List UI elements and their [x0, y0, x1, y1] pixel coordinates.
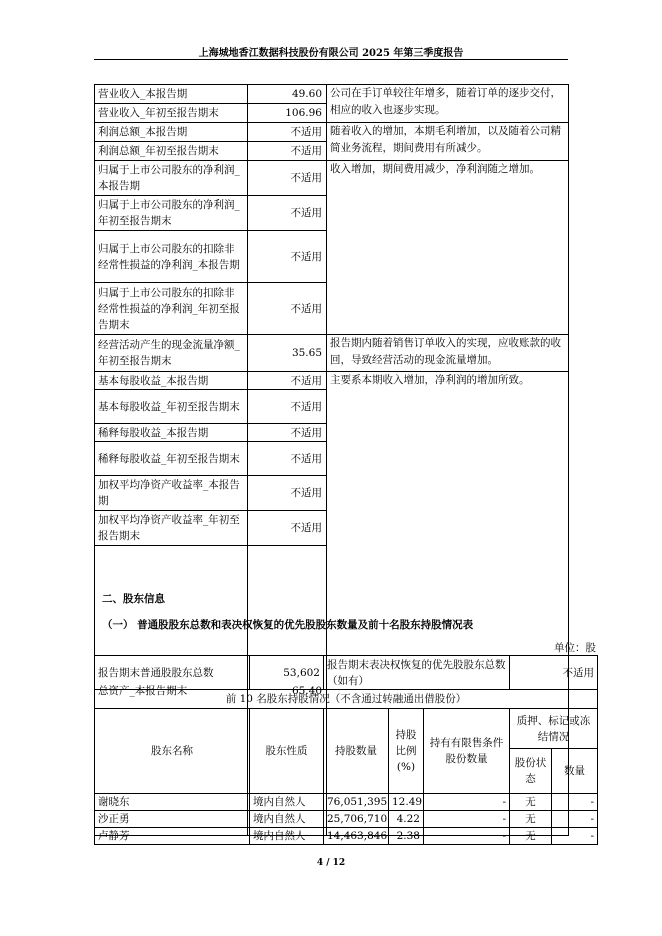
fin-reason: 公司在手订单较往年增多，随着订单的逐步交付，相应的收入也逐步实现。 — [327, 85, 569, 123]
shareholder-ratio: 12.49 — [389, 794, 424, 811]
unit-label: 单位：股 — [554, 642, 596, 654]
top10-title: 前 10 名股东持股情况（不含通过转融通出借股份） — [95, 690, 598, 709]
preferred-shareholders-label: 报告期末表决权恢复的优先股股东总数（如有） — [324, 656, 510, 690]
fin-row-value: 不适用 — [248, 511, 327, 546]
fin-row-name: 归属于上市公司股东的扣除非经常性损益的净利润_本报告期 — [95, 231, 248, 283]
fin-row-value: 不适用 — [248, 161, 327, 196]
subsection-title: （一） 普通股股东总数和表决权恢复的优先股股东数量及前十名股东持股情况表 — [102, 619, 474, 631]
col-header-name: 股东名称 — [95, 709, 250, 794]
col-header-pledge-status: 股份状态 — [510, 749, 552, 794]
shareholder-nature: 境内自然人 — [250, 828, 324, 845]
fin-row-name: 加权平均净资产收益率_年初至报告期末 — [95, 511, 248, 546]
fin-row-value: 不适用 — [248, 476, 327, 511]
section-title: 二、股东信息 — [102, 593, 165, 605]
fin-row-name: 基本每股收益_本报告期 — [95, 372, 248, 390]
header-divider — [94, 59, 568, 60]
total-shareholders-label: 报告期末普通股股东总数 — [95, 656, 250, 690]
fin-row-name: 归属于上市公司股东的扣除非经常性损益的净利润_年初至报告期末 — [95, 283, 248, 335]
col-header-nature: 股东性质 — [250, 709, 324, 794]
shareholder-shares: 14,463,846 — [324, 828, 389, 845]
shareholder-name: 沙正勇 — [95, 811, 250, 828]
fin-row-value: 不适用 — [248, 283, 327, 335]
table-row — [95, 794, 598, 811]
shareholder-restricted: - — [424, 794, 510, 811]
fin-row-value: 35.65 — [248, 335, 327, 372]
fin-reason: 主要系本期收入增加，净利润的增加所致。 — [327, 372, 569, 836]
page-number: 4 / 12 — [316, 858, 346, 868]
fin-row-value: 65.40 — [248, 546, 327, 836]
fin-row-name: 归属于上市公司股东的净利润_本报告期 — [95, 161, 248, 196]
shareholder-ratio: 4.22 — [389, 811, 424, 828]
shareholder-nature: 境内自然人 — [250, 794, 324, 811]
fin-row-value: 不适用 — [248, 372, 327, 390]
fin-row-value: 不适用 — [248, 390, 327, 424]
fin-row-value: 不适用 — [248, 123, 327, 142]
fin-reason: 报告期内随着销售订单收入的实现，应收账款的收回，导致经营活动的现金流量增加。 — [327, 335, 569, 372]
fin-row-name: 加权平均净资产收益率_本报告期 — [95, 476, 248, 511]
shareholder-name: 卢静芳 — [95, 828, 250, 845]
fin-reason: 随着收入的增加，本期毛利增加，以及随着公司精简业务流程，期间费用有所减少。 — [327, 123, 569, 161]
fin-row-name: 归属于上市公司股东的净利润_年初至报告期末 — [95, 196, 248, 231]
shareholder-restricted: - — [424, 828, 510, 845]
shareholder-pledge-qty: - — [552, 811, 598, 828]
fin-row-name: 经营活动产生的现金流量净额_年初至报告期末 — [95, 335, 248, 372]
fin-row-value: 不适用 — [248, 196, 327, 231]
page-header-title: 上海城地香江数据科技股份有限公司 2025 年第三季度报告 — [198, 48, 464, 59]
fin-row-name: 利润总额_本报告期 — [95, 123, 248, 142]
fin-row-value: 49.60 — [248, 85, 327, 104]
shareholder-nature: 境内自然人 — [250, 811, 324, 828]
fin-row-name: 稀释每股收益_年初至报告期末 — [95, 442, 248, 476]
shareholder-restricted: - — [424, 811, 510, 828]
shareholder-shares: 76,051,395 — [324, 794, 389, 811]
shareholder-pledge-qty: - — [552, 828, 598, 845]
shareholder-shares: 25,706,710 — [324, 811, 389, 828]
total-shareholders-value: 53,602 — [250, 656, 324, 690]
fin-row-name: 利润总额_年初至报告期末 — [95, 142, 248, 161]
shareholder-pledge-status: 无 — [510, 811, 552, 828]
col-header-restricted: 持有有限售条件股份数量 — [424, 709, 510, 794]
shareholder-pledge-qty: - — [552, 794, 598, 811]
preferred-shareholders-value: 不适用 — [510, 656, 598, 690]
fin-reason: 收入增加，期间费用减少，净利润随之增加。 — [327, 161, 569, 335]
fin-row-value: 不适用 — [248, 424, 327, 442]
fin-row-value: 不适用 — [248, 442, 327, 476]
col-header-ratio: 持股比例(%) — [389, 709, 424, 794]
shareholder-pledge-status: 无 — [510, 794, 552, 811]
fin-row-name: 总资产_本报告期末 — [95, 546, 248, 836]
fin-row-name: 基本每股收益_年初至报告期末 — [95, 390, 248, 424]
table-row — [95, 828, 598, 845]
col-header-shares: 持股数量 — [324, 709, 389, 794]
fin-row-value: 不适用 — [248, 142, 327, 161]
table-row — [95, 811, 598, 828]
shareholder-table — [94, 655, 598, 845]
shareholder-ratio: 2.38 — [389, 828, 424, 845]
shareholder-pledge-status: 无 — [510, 828, 552, 845]
fin-row-name: 营业收入_本报告期 — [95, 85, 248, 104]
col-header-pledge-qty: 数量 — [552, 749, 598, 794]
fin-row-name: 营业收入_年初至报告期末 — [95, 104, 248, 123]
fin-row-name: 稀释每股收益_本报告期 — [95, 424, 248, 442]
shareholder-name: 谢晓东 — [95, 794, 250, 811]
fin-row-value: 不适用 — [248, 231, 327, 283]
fin-row-value: 106.96 — [248, 104, 327, 123]
col-header-pledge: 质押、标记或冻结情况 — [510, 709, 598, 749]
